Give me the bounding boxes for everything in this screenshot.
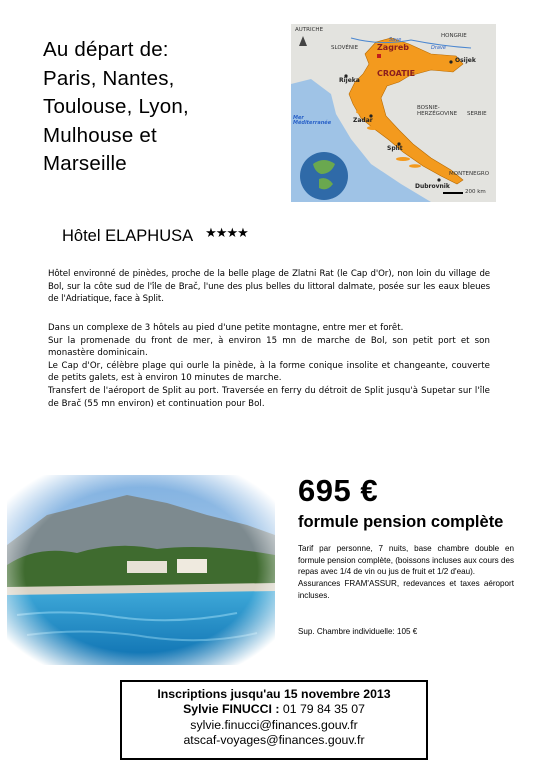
location-line: Le Cap d'Or, célèbre plage qui ourle la pinède, à la forme conique insolite et changeante, couverte de petits galets, est à environ 10 minutes de marche. xyxy=(48,360,490,384)
star-rating-icon: ★★★★ xyxy=(205,224,248,240)
price-detail-line: Tarif par personne, 7 nuits, base chambre double en formule pension complète, (boissons incluses aux cours des repas avec 1/4 de vin ou jus de fruit et 1/2 d'eau). xyxy=(298,544,514,577)
map-label-dubrovnik: Dubrovnik xyxy=(415,183,450,190)
location-line: Dans un complexe de 3 hôtels au pied d'une petite montagne, entre mer et forêt. xyxy=(48,323,404,333)
hotel-title xyxy=(62,224,248,246)
map-label-zagreb: Zagreb xyxy=(377,43,410,52)
departure-line: Toulouse, Lyon, xyxy=(43,95,189,118)
registration-box xyxy=(120,680,428,760)
map-label-hungary: HONGRIE xyxy=(441,33,467,39)
map-label-slovenia: SLOVÉNIE xyxy=(331,45,359,51)
contact-name: Sylvie FINUCCI : xyxy=(183,702,280,717)
registration-deadline: Inscriptions jusqu'au 15 novembre 2013 xyxy=(157,687,391,701)
contact-line xyxy=(122,702,426,717)
map-label-scale: 200 km xyxy=(465,189,486,195)
single-room-supplement: Sup. Chambre individuelle: 105 € xyxy=(298,627,418,636)
map-label-sava: Save xyxy=(389,37,402,43)
departure-line: Au départ de: xyxy=(43,38,169,61)
map-label-split: Split xyxy=(387,145,403,152)
departure-cities xyxy=(43,36,283,179)
map-label-osijek: Osijek xyxy=(455,57,476,64)
map-label-drava: Drave xyxy=(431,45,447,51)
map-label-rijeka: Rijeka xyxy=(339,77,360,84)
map-label-zadar: Zadar xyxy=(353,117,373,124)
price: 695 € xyxy=(298,473,379,508)
departure-line: Paris, Nantes, xyxy=(43,66,175,90)
hotel-location-details xyxy=(48,322,490,410)
croatia-map xyxy=(291,24,496,202)
contact-email-2: atscaf-voyages@finances.gouv.fr xyxy=(183,733,365,748)
map-label-croatia: CROATIE xyxy=(377,69,416,78)
departure-line: Mulhouse et xyxy=(43,123,157,147)
map-label-montenegro: MONTENEGRO xyxy=(449,171,490,177)
location-line: Sur la promenade du front de mer, à environ 15 mn de marche de Bol, son petit port et son monastère dominicain. xyxy=(48,335,490,359)
location-line: Transfert de l'aéroport de Split au port. Traversée en ferry du détroit de Split jusqu'à Supetar sur l'île de Brač (55 mn environ) et continuation pour Bol. xyxy=(48,385,490,409)
contact-phone: 01 79 84 35 07 xyxy=(279,702,365,717)
price-details xyxy=(298,543,514,602)
hotel-name: Hôtel ELAPHUSA xyxy=(62,227,194,245)
contact-email-1: sylvie.finucci@finances.gouv.fr xyxy=(190,717,358,732)
map-label-serbia: SERBIE xyxy=(467,111,487,117)
board-formula: formule pension complète xyxy=(298,513,504,531)
departure-line: Marseille xyxy=(43,152,127,175)
map-label-med-sea: Mer Méditerranée xyxy=(293,115,332,126)
hotel-description: Hôtel environné de pinèdes, proche de la belle plage de Zlatni Rat (le Cap d'Or), non loin du village de Bol, sur la côte sud de l'île de Brač, l'une des plus belles du littoral dalmate, posée sur les eaux bleues de l'Adriatique, face à Split. xyxy=(48,269,490,305)
hotel-photo xyxy=(7,475,275,665)
map-label-bosnia: BOSNIE-HERZÉGOVINE xyxy=(417,105,458,117)
price-detail-line: Assurances FRAM'ASSUR, redevances et taxes aéroport incluses. xyxy=(298,579,514,600)
map-label-austria: AUTRICHE xyxy=(295,27,324,33)
